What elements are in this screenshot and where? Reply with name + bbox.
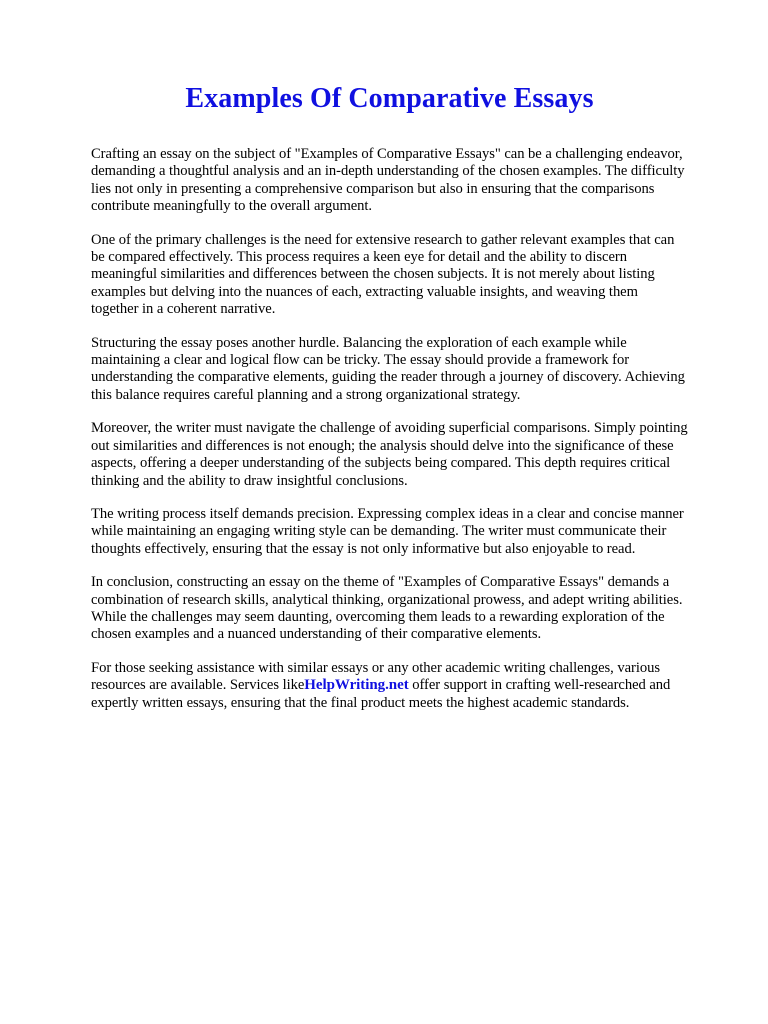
paragraph-superficial: Moreover, the writer must navigate the challenge of avoiding superficial comparisons. Simply pointing out similarities and differences is not enough; the analysis should delve into the significance of these aspects, offering a deeper understanding of the subjects being compared. This depth requires critical thinking and the ability to draw insightful conclusions.: [91, 420, 688, 489]
paragraph-intro: Crafting an essay on the subject of "Examples of Comparative Essays" can be a challenging endeavor, demanding a thoughtful analysis and an in-depth understanding of the chosen examples. The difficulty lies not only in presenting a comprehensive comparison but also in ensuring that the comparisons contribute meaningfully to the overall argument.: [91, 146, 685, 215]
paragraph-closing: [91, 660, 688, 712]
document-title: Examples Of Comparative Essays: [185, 83, 594, 114]
closing-text-before-link: For those seeking assistance with similar essays or any other academic writing challenges, various resources are available. Services like: [91, 659, 660, 694]
paragraph-writing-process: The writing process itself demands precision. Expressing complex ideas in a clear and concise manner while maintaining an engaging writing style can be demanding. The writer must communicate their thoughts effectively, ensuring that the essay is not only informative but also enjoyable to read.: [91, 505, 684, 557]
paragraph-research: One of the primary challenges is the need for extensive research to gather relevant examples that can be compared effectively. This process requires a keen eye for detail and the ability to discern meaningful similarities and differences between the chosen subjects. It is not merely about listing examples but delving into the nuances of each, extracting valuable insights, and weaving them together in a coherent narrative.: [91, 231, 675, 318]
closing-text-after-link: offer support in crafting well-researched and expertly written essays, ensuring that the final product meets the highest academic standards.: [91, 677, 671, 711]
paragraph-structure: Structuring the essay poses another hurdle. Balancing the exploration of each example while maintaining a clear and logical flow can be tricky. The essay should provide a framework for understanding the comparative elements, guiding the reader through a journey of discovery. Achieving this balance requires careful planning and a strong organizational strategy.: [91, 334, 685, 403]
helpwriting-link[interactable]: HelpWriting.net: [304, 677, 409, 694]
paragraph-conclusion: In conclusion, constructing an essay on the theme of "Examples of Comparative Essays" demands a combination of research skills, analytical thinking, organizational prowess, and adept writing abilities. While the challenges may seem daunting, overcoming them leads to a rewarding exploration of the chosen examples and a nuanced understanding of their comparative elements.: [91, 574, 683, 643]
